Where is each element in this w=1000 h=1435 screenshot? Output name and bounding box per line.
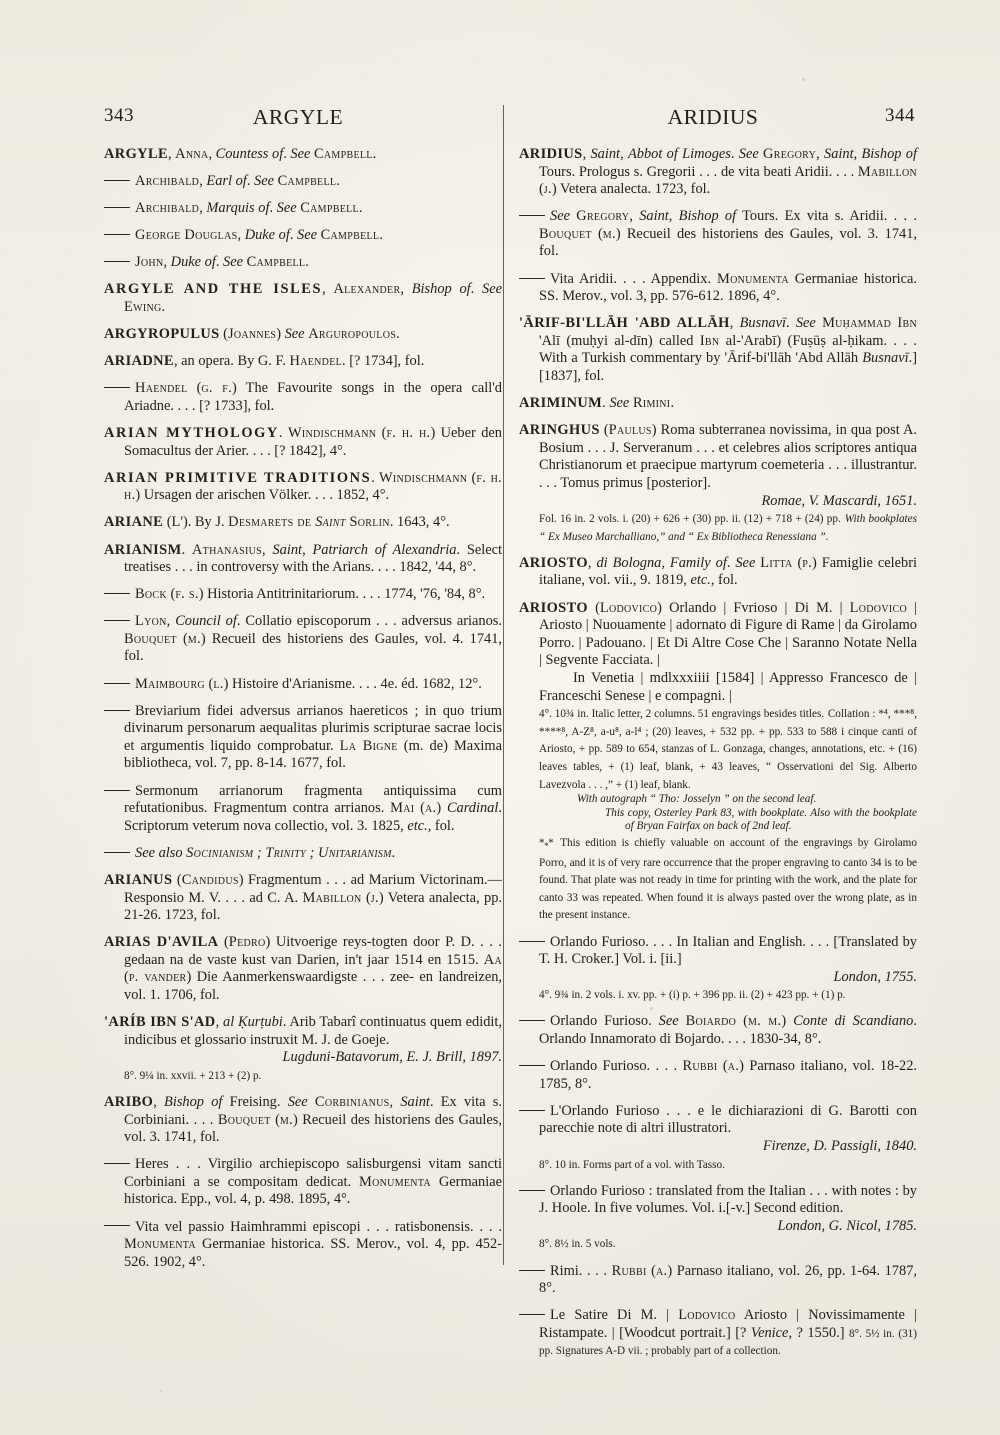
entry-text: L'Orlando Furioso . . . e le dichiarazioni di G. Barotti con parecchie note di altri illustratori. [539, 1102, 917, 1137]
em-dash-rule-icon [519, 1020, 545, 1021]
entry-imprint: Lugduni-Batavorum, E. J. Brill, 1897. [282, 1049, 502, 1066]
paper-speck [160, 1390, 162, 1392]
catalogue-entry [519, 146, 917, 199]
entry-text: Le Satire Di M. | Lodovico Ariosto | Novissimamente | Ristampate. | [Woodcut portrait.] [? Venice, ? 1550.] [539, 1307, 917, 1341]
entry-heading: ARIANE [104, 514, 164, 531]
catalogue-entry [519, 555, 917, 590]
catalogue-entry [104, 514, 502, 532]
entry-collation-note: Fol. 16 in. 2 vols. i. (20) + 626 + (30) pp. ii. (12) + 718 + (24) pp. [539, 513, 841, 526]
catalogue-entry [104, 470, 502, 505]
entry-collation-note: Collation : *⁴, ***⁸, ****⁸, A-Z⁸, a-u⁸, a-l⁴ ; (20) leaves, + 532 pp. + pp. 533 to 588 i cinque canti of Ariosto, + pp. 589 to 654, stanzas of L. Gonzaga, changes, annotations, etc. + (16) leaves tables, + (1) leaf, blank, + 43 leaves, “ Osservationi del Sig. Alberto Lavezvola . . . ,” + (1) leaf, blank. [539, 708, 917, 791]
entry-heading: 'ĀRIF-BI'LLĀH 'ABD ALLĀH [519, 315, 730, 332]
paper-speck [802, 78, 805, 81]
entry-heading: 'ARÍB IBN S'AD [104, 1014, 216, 1031]
entry-text: John, Duke of. See Campbell. [135, 254, 309, 271]
catalogue-entry [519, 1103, 917, 1173]
column-divider-rule [503, 105, 504, 1265]
entry-text: , Alexander, Bishop of. See Ewing. [124, 281, 502, 316]
em-dash-rule-icon [519, 941, 545, 942]
running-head-left [104, 105, 500, 135]
entry-text: Haendel (g. f.) The Favourite songs in the opera call'd Ariadne. . . . [? 1733], fol. [124, 380, 503, 414]
em-dash-rule-icon [519, 1110, 545, 1111]
catalogue-entry [104, 586, 502, 604]
entry-text: See also Socinianism ; Trinity ; Unitarianism. [135, 844, 396, 861]
entry-heading: ARIOSTO [519, 554, 588, 571]
entry-imprint: Firenze, D. Passigli, 1840. [762, 1138, 917, 1155]
catalogue-entry [104, 542, 502, 577]
catalogue-entry [519, 315, 917, 385]
catalogue-entry [519, 1058, 917, 1093]
entry-imprint: London, 1755. [833, 968, 917, 985]
entry-collation-note: 8°. 10 in. Forms part of a vol. with Tasso. [539, 1158, 725, 1171]
catalogue-entry [519, 422, 917, 545]
em-dash-rule-icon [104, 1163, 130, 1164]
entry-text: , Anna, Countess of. See Campbell. [167, 146, 377, 162]
entry-text: Vita Aridii. . . . Appendix. Monumenta Germaniae historica. SS. Merov., vol. 3, pp. 576-612. 1896, 4°. [539, 270, 918, 305]
entry-text: . Athanasius, Saint, Patriarch of Alexandria. Select treatises . . . in controversy with the Arians. . . . 1842, '44, 8°. [124, 541, 502, 576]
entry-text: . Windischmann (f. h. h.) Ursagen der arischen Völker. . . . 1852, 4°. [124, 469, 503, 504]
entry-text: Orlando Furioso. . . . In Italian and English. . . . [Translated by T. H. Croker.] Vol. i. [ii.] [539, 933, 917, 968]
entry-heading: ARIMINUM [519, 395, 603, 412]
entry-heading: ARIANISM [104, 541, 182, 558]
entry-text: (Pedro) Uitvoerige reys-togten door P. D. . . . gedaan na de vaste kust van Darien, in't jaar 1514 en 1515. Aa (p. vander) Die Aanmerkenswaardigste . . . zee- en landreizen, vol. 1. 1706, fol. [124, 934, 502, 1003]
entry-text: , di Bologna, Family of. See Litta (p.) Famiglie celebri italiane, vol. vii., 9. 1819, etc., fol. [539, 554, 918, 589]
entry-heading: ARINGHUS [519, 422, 600, 439]
entry-text: Heres . . . Virgilio archiepiscopo salisburgensi vitam sancti Corbiniani a se compositam dedicat. Monumenta Germaniae historica. Epp., vol. 4, p. 498. 1895, 4°. [124, 1156, 502, 1208]
entry-text: Rimi. . . . Rubbi (a.) Parnaso italiano, vol. 26, pp. 1-64. 1787, 8°. [539, 1262, 917, 1297]
em-dash-rule-icon [104, 852, 130, 853]
em-dash-rule-icon [104, 180, 130, 181]
em-dash-rule-icon [104, 387, 130, 388]
catalogue-entry [104, 783, 502, 836]
catalogue-entry [104, 845, 502, 863]
entry-text: Bock (f. s.) Historia Antitrinitariorum. . . . 1774, '76, '84, 8°. [135, 586, 486, 603]
entry-text: Archibald, Marquis of. See Campbell. [135, 200, 363, 217]
entry-title-continuation: In Venetia | mdlxxxiiii [1584] | Appresso Francesco de | Franceschi Senese | e compagni. | [539, 669, 917, 704]
catalogue-entry [104, 200, 502, 218]
entry-heading: ARGYROPULUS [104, 326, 220, 343]
entry-text: . See Rimini. [602, 395, 675, 412]
catalogue-entry [104, 380, 502, 415]
em-dash-rule-icon [519, 1065, 545, 1066]
entry-text: , Busnavī. See Muḥammad Ibn 'Alī (muḥyi al-dīn) called Ibn al-'Arabī) (Fuṣūṣ al-ḥikam. . . . With a Turkish commentary by 'Ārif-bi'llāh 'Abd Allāh Busnavī.] [1837], fol. [539, 315, 918, 385]
entry-text: Archibald, Earl of. See Campbell. [135, 173, 340, 190]
catalogue-entry [104, 254, 502, 272]
catalogue-entry [104, 173, 502, 191]
entry-collation-note: 4°. 9¾ in. 2 vols. i. xv. pp. + (i) p. + 396 pp. ii. (2) + 423 pp. + (1) p. [539, 989, 846, 1002]
catalogue-entry [104, 676, 502, 694]
entry-format-note: 4°. 10¾ in. Italic letter, 2 columns. 51 engravings besides titles. [539, 708, 825, 721]
catalogue-entry [104, 146, 502, 164]
catalogue-entry [104, 425, 502, 460]
catalogue-entry [104, 1094, 502, 1147]
catalogue-entry [104, 353, 502, 371]
entry-text: Maimbourg (l.) Histoire d'Arianisme. . . . 4e. éd. 1682, 12°. [135, 675, 482, 692]
page-number-right: 344 [885, 105, 915, 126]
entry-heading: ARGYLE [104, 146, 168, 162]
entry-text: See Gregory, Saint, Bishop of Tours. Ex vita s. Aridii. . . . Bouquet (m.) Recueil des historiens des Gaules, vol. 3. 1741, fol. [539, 208, 917, 260]
entry-heading: ARIAN MYTHOLOGY [104, 425, 279, 442]
entry-provenance-note: This copy, Osterley Park 83, with bookplate. Also with the bookplate of Bryan Fairfax on back of 2nd leaf. [605, 806, 917, 833]
entry-heading: ARIDIUS [519, 146, 583, 162]
entry-collation-note: 8°. 9¼ in. xxvii. + 213 + (2) p. [124, 1069, 262, 1082]
em-dash-rule-icon [104, 710, 130, 711]
asterism-icon: $*_**$ [539, 836, 554, 852]
em-dash-rule-icon [104, 620, 130, 621]
catalogue-entry [104, 934, 502, 1004]
entry-text: , an opera. By G. F. Haendel. [? 1734], fol. [173, 353, 425, 370]
catalogue-entry [519, 208, 917, 261]
entry-imprint: London, G. Nicol, 1785. [777, 1217, 917, 1234]
catalogue-entry [104, 872, 502, 925]
entry-text: Orlando Furioso : translated from the Italian . . . with notes : by J. Hoole. In five volumes. Vol. i.[-v.] Second edition. [539, 1182, 917, 1217]
catalogue-entry [104, 1219, 502, 1272]
running-head-word-right: ARIDIUS [667, 105, 759, 129]
entry-text: (L'). By J. Desmarets de Saint Sorlin. 1643, 4°. [163, 514, 450, 531]
catalogue-entry [104, 326, 502, 344]
entry-text: (Joannes) See Arguropoulos. [219, 326, 400, 343]
entry-text: George Douglas, Duke of. See Campbell. [135, 227, 383, 244]
entry-collation-note: 8°. 5½ in. (31) pp. Signatures A-D vii. ; probably part of a collection. [539, 1327, 917, 1358]
catalogue-entry [104, 1014, 502, 1084]
entry-text: Orlando Furioso. See Boiardo (m. m.) Conte di Scandiano. Orlando Innamorato di Bojardo. . . . 1830-34, 8°. [539, 1013, 917, 1048]
entry-bookplate-note: With bookplates “ Ex Museo Marchalliano,” and “ Ex Bibliotheca Renessiana ”. [539, 513, 917, 543]
entry-asterism-note [539, 837, 917, 922]
catalogue-entry [519, 271, 917, 306]
entry-text: Sermonum arrianorum fragmenta antiquissima cum refutationibus. Fragmentum contra arrianos. Mai (a.) Cardinal. Scriptorum veterum nova collectio, vol. 3. 1825, etc., fol. [124, 782, 502, 834]
entry-text: (Candidus) Fragmentum . . . ad Marium Victorinam.—Responsio M. V. . . . ad C. A. Mabillon (j.) Vetera analecta, pp. 21-26. 1723, fol. [124, 871, 503, 924]
entry-autograph-note: With autograph “ Tho: Josselyn ” on the second leaf. [577, 793, 817, 806]
catalogue-entry [519, 1013, 917, 1048]
em-dash-rule-icon [104, 790, 130, 791]
entry-heading: ARIBO [104, 1093, 154, 1110]
catalogue-entry [519, 395, 917, 413]
entry-text: , Saint, Abbot of Limoges. See Gregory, Saint, Bishop of Tours. Prologus s. Gregorii . . . de vita beati Aridii. . . . Mabillon (j.) Vetera analecta. 1723, fol. [539, 146, 917, 198]
entry-heading: ARIAN PRIMITIVE TRADITIONS [104, 469, 372, 486]
entry-text: , al Ḳurṭubi. Arib Tabarî continuatus quem edidit, indicibus et glossario instruxit M. J. de Goeje. [124, 1014, 503, 1048]
catalogue-entry [104, 1156, 502, 1209]
catalogue-entry [104, 281, 502, 316]
entry-heading: ARIOSTO [519, 599, 588, 616]
entry-text: (Paulus) Roma subterranea novissima, in qua post A. Bosium . . . J. Serveranum . . . et celebres alios scriptores antiqua Christianorum et praecipue martyrum coemeteria . . . illustrantur. . . . Tomus primus [posterior]. [539, 422, 918, 491]
em-dash-rule-icon [519, 1270, 545, 1271]
asterism-note-text: This edition is chiefly valuable on account of the engravings by Girolamo Porro, and it is of very rare occurrence that the proper engraving to canto 34 is to be found. That plate was not ready in time for printing with the work, and the plate for canto 33 was repeated. When found it is always pasted over the wrong plate, as in the present instance. [539, 836, 917, 922]
catalogue-entry [519, 1183, 917, 1253]
running-head-right [519, 105, 915, 135]
em-dash-rule-icon [104, 207, 130, 208]
catalogue-entry [104, 703, 502, 773]
em-dash-rule-icon [104, 261, 130, 262]
em-dash-rule-icon [519, 215, 545, 216]
em-dash-rule-icon [104, 593, 130, 594]
entry-text: , Bishop of Freising. See Corbinianus, Saint. Ex vita s. Corbiniani. . . . Bouquet (m.) Recueil des historiens des Gaules, vol. 3. 1741, fol. [124, 1093, 503, 1146]
catalogue-entry [519, 1263, 917, 1298]
page-number-left: 343 [104, 105, 134, 126]
catalogue-entry [104, 227, 502, 245]
entry-text: Breviarium fidei adversus arrianos haereticos ; in quo trium divinarum personarum aequalitas plurimis scripturae sacrae locis et argumentis liquido comprobatur. La Bigne (m. de) Maxima bibliotheca, vol. 7, pp. 8-14. 1677, fol. [124, 702, 502, 772]
entry-heading: ARIADNE [104, 353, 174, 370]
em-dash-rule-icon [519, 278, 545, 279]
catalogue-entry [519, 934, 917, 1004]
em-dash-rule-icon [519, 1314, 545, 1315]
catalogue-entry [519, 1307, 917, 1360]
em-dash-rule-icon [104, 1225, 130, 1226]
entry-collation-note: 8°. 8½ in. 5 vols. [539, 1238, 616, 1251]
entry-text: Orlando Furioso. . . . Rubbi (a.) Parnaso italiano, vol. 18-22. 1785, 8°. [539, 1058, 917, 1092]
entry-text: . Windischmann (f. h. h.) Ueber den Somacultus der Arier. . . . [? 1842], 4°. [124, 425, 502, 459]
em-dash-rule-icon [519, 1190, 545, 1191]
catalogue-entry [519, 600, 917, 925]
entry-text: Vita vel passio Haimhrammi episcopi . . . ratisbonensis. . . . Monumenta Germaniae historica. SS. Merov., vol. 4, pp. 452-526. 1902, 4°. [124, 1218, 502, 1270]
entry-imprint: Romae, V. Mascardi, 1651. [761, 492, 917, 509]
running-head-word-left: ARGYLE [252, 105, 344, 129]
em-dash-rule-icon [104, 683, 130, 684]
entry-text: (Lodovico) Orlando | Fvrioso | Di M. | Lodovico | Ariosto | Nuouamente | adornato di Figure di Rame | da Girolamo Porro. | Padouano. | Et Di Altre Cose Che | Saranno Notate Nella | Segvente Facciata. | [539, 599, 918, 669]
entry-heading: ARIANUS [104, 871, 173, 888]
column-right [519, 146, 917, 1360]
catalogue-entry [104, 613, 502, 666]
em-dash-rule-icon [104, 234, 130, 235]
column-left [104, 146, 502, 1271]
entry-heading: ARIAS D'AVILA [104, 934, 219, 951]
entry-text: Lyon, Council of. Collatio episcoporum . . . adversus arianos. Bouquet (m.) Recueil des historiens des Gaules, vol. 4. 1741, fol. [124, 613, 502, 665]
entry-heading: ARGYLE AND THE ISLES [104, 281, 323, 298]
